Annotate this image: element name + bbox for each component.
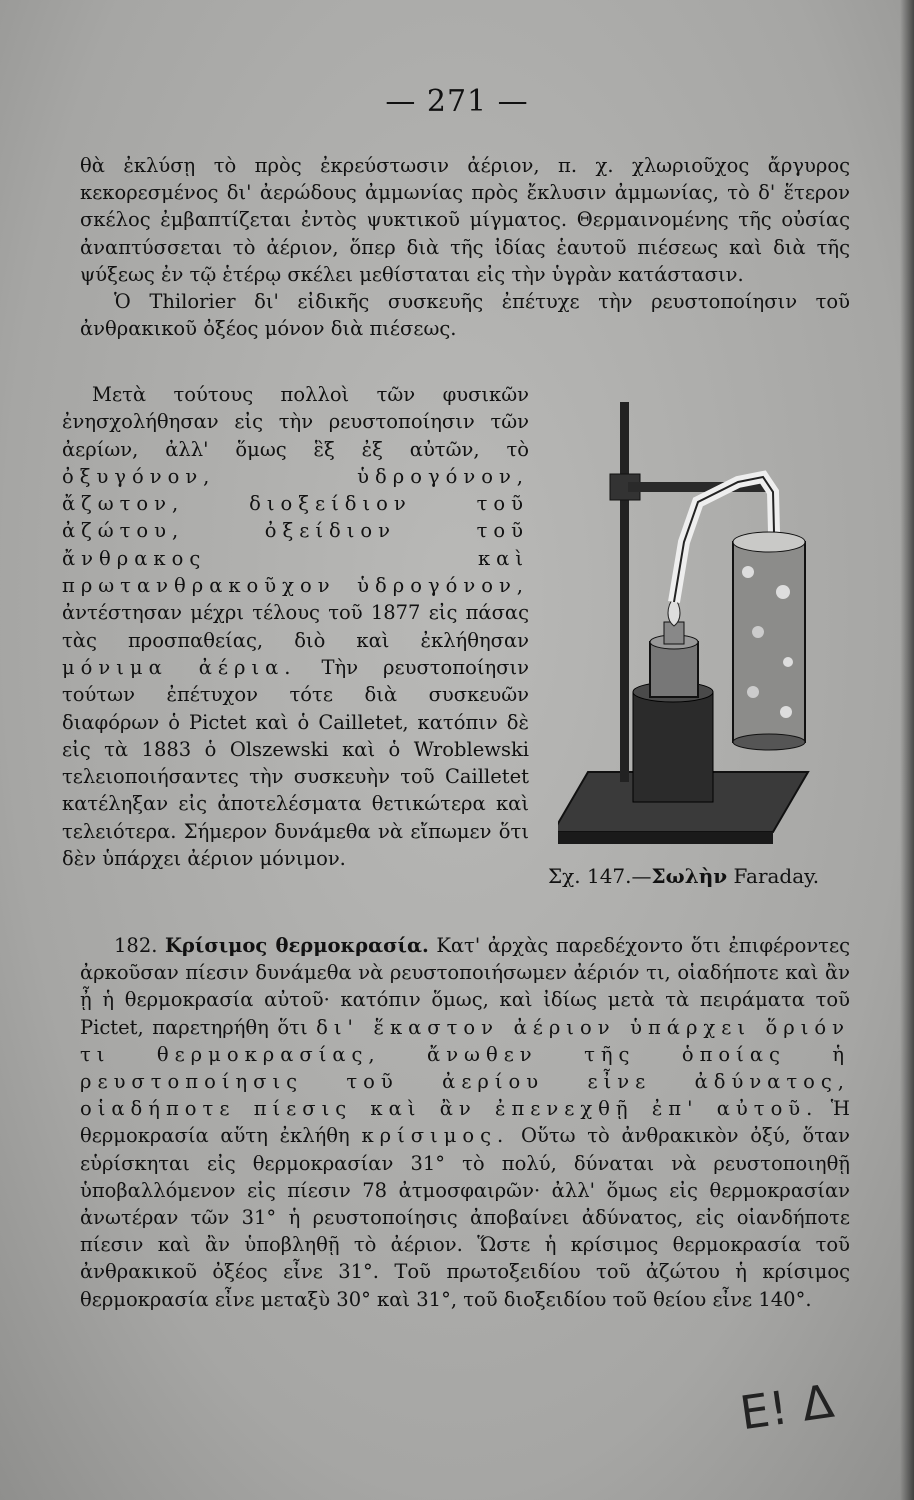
spaced-text-gases: ὀξυγόνον, ὑδρογόνον, ἄζωτον, διοξείδιον τοῦ ἀζώτου, ὀξείδιον τοῦ ἄνθρακος καὶ πρωτανθρακοῦχον ὑδρογόνον, [62,464,529,598]
caption-number: Σχ. 147.— [548,864,652,888]
text-run: Οὕτω τὸ ἀνθρακικὸν ὀξύ, ὅταν εὑρίσκηται εἰς θερμοκρασίαν 31° τὸ πολύ, δύναται νὰ ρευστοποιηθῇ ὑποβαλλόμενον εἰς πίεσιν 78 ἀτμοσφαιρῶν· ἀλλ' ὅμως εἰς θερμοκρασίαν ἀνωτέραν τῶν 31° ἡ ρευστοποίησις ἀποβαίνει ἀδύνατος, εἰς οἱανδήποτε πίεσιν καὶ ἂν ὑποβληθῇ τὸ ἀέριον. Ὥστε ἡ κρίσιμος θερμοκρασία τοῦ ἀνθρακικοῦ ὀξέος εἶνε 31°. Τοῦ πρωτοξειδίου τοῦ ἀζώτου ἡ κρίσιμος θερμοκρασία εἶνε μεταξὺ 30° καὶ 31°, τοῦ διοξειδίου τοῦ θείου εἶνε 140°. [80,1124,851,1311]
text-run: Κατ' ἀρχὰς παρεδέχοντο ὅτι ἐπιφέροντες ἀρκοῦσαν πίεσιν δυνάμεθα νὰ ρευστοποιήσωμεν ἀέριόν τι, οἱαδήποτε καὶ ἂν ᾖ ἡ θερμοκρασία αὐτοῦ· κατόπιν ὅμως, καὶ ἰδίως μετὰ τὰ πειράματα τοῦ Pictet, παρετηρήθη ὅτι [80,934,850,1039]
section-number: 182. [114,934,158,957]
caption-bold-word: Σωλὴν [651,864,728,888]
text-run: Ἡ θερμοκρασία αὕτη ἐκλήθη [80,1097,850,1148]
top-text-block [80,152,850,342]
section-title: Κρίσιμος θερμοκρασία. [164,934,429,957]
paragraph-thilorier: Ὁ Thilorier δι' εἰδικῆς συσκευῆς ἐπέτυχε τὴν ρευστοποίησιν τοῦ ἀνθρακικοῦ ὀξέος μόνον διὰ πιέσεως. [80,290,850,341]
section-182-block [80,932,850,1313]
text-run: ἀντέστησαν μέχρι τέλους τοῦ 1877 εἰς πάσας τὰς προσπαθείας, διὸ καὶ ἐκλήθησαν [62,601,529,652]
spaced-text-definition: δι' ἕκαστον ἀέριον ὑπάρχει ὅριόν τι θερμοκρασίας, ἄνωθεν τῆς ὁποίας ἡ ρευστοποίησις τοῦ ἀερίου εἶνε ἀδύνατος, οἱαδήποτε πίεσις καὶ ἂν ἐπενεχθῇ ἐπ' αὐτοῦ. [80,1015,850,1121]
spaced-text-permanent: μόνιμα ἀέρια. [62,655,297,679]
faraday-tube-illustration [558,392,854,870]
caption-name: Faraday. [733,864,820,888]
paragraph-continuation: θὰ ἐκλύσῃ τὸ πρὸς ἐκρεύστωσιν ἀέριον, π. χ. χλωριοῦχος ἄργυρος κεκορεσμένος δι' ἀερώδους ἀμμωνίας πρὸς ἔκλυσιν ἀμμωνίας, τὸ δ' ἕτερον σκέλος ἐμβαπτίζεται ἐντὸς ψυκτικοῦ μίγματος. Θερμαινομένης τῆς οὐσίας ἀναπτύσσεται τὸ ἀέριον, ὅπερ διὰ τῆς ἰδίας ἑαυτοῦ πιέσεως καὶ διὰ τῆς ψύξεως ἐν τῷ ἑτέρῳ σκέλει μεθίσταται εἰς τὴν ὑγρὰν κατάστασιν. [80,154,850,286]
left-column-text [62,381,529,872]
paragraph-critical-temperature [80,932,850,1313]
text-run: Μετὰ τούτους πολλοὶ τῶν φυσικῶν ἐνησχολήθησαν εἰς τὴν ρευστοποίησιν τῶν ἀερίων, ἀλλ' ὅμως ἓξ ἐξ αὐτῶν, τὸ [62,383,529,461]
figure-caption [548,864,848,888]
page-edge-shadow [900,0,914,1500]
paragraph-permanent-gases [62,381,529,872]
spaced-text-critical: κρίσιμος. [361,1124,510,1148]
handwritten-margin-note: Ε! Δ [736,1373,837,1441]
text-run: Τὴν ρευστοποίησιν τούτων ἐπέτυχον τότε διὰ συσκευῶν διαφόρων ὁ Pictet καὶ ὁ Cailletet, κατόπιν δὲ εἰς τὰ 1883 ὁ Olszewski καὶ ὁ Wroblewski τελειοποιήσαντες τὴν συσκευὴν τοῦ Cailletet κατέληξαν εἰς ἀποτελέσματα θετικώτερα καὶ τελειότερα. Σήμερον δυνάμεθα νὰ εἴπωμεν ὅτι δὲν ὑπάρχει ἀέριον μόνιμον. [62,655,529,871]
page-number: — 271 — [385,84,529,119]
